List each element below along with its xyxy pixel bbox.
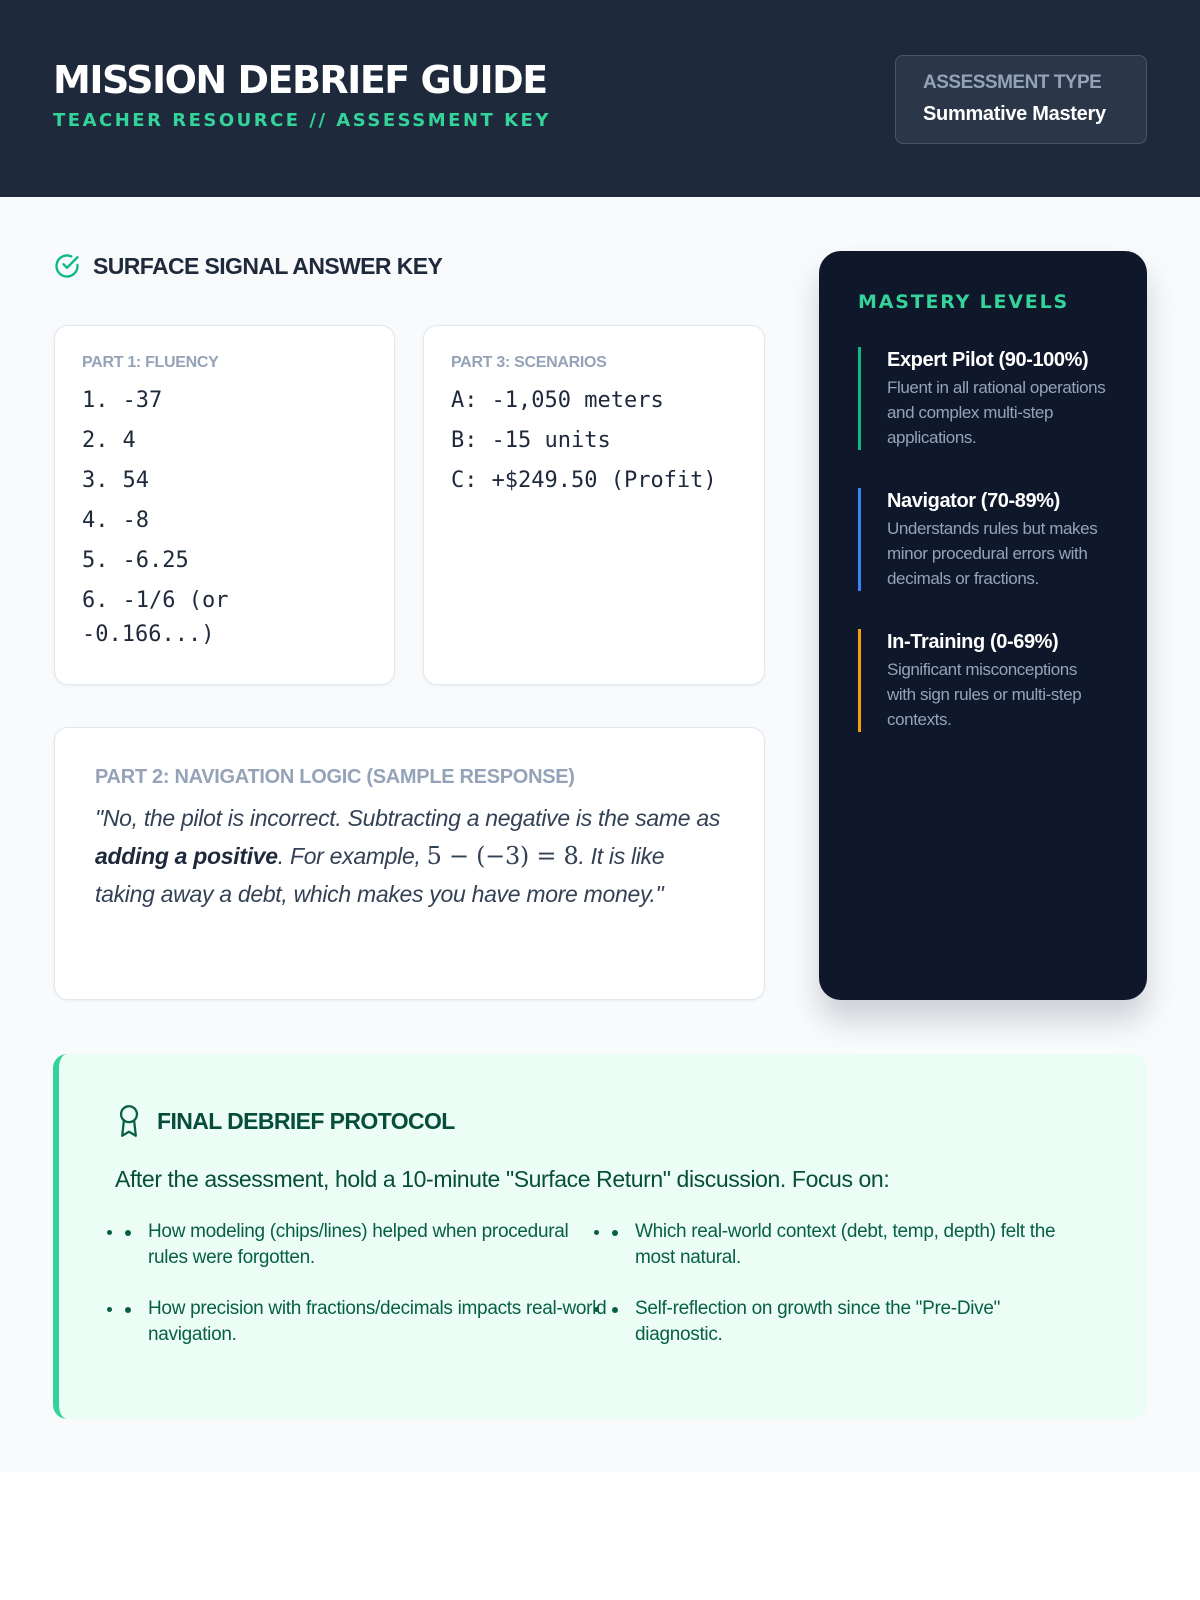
fluency-answer-list <box>82 384 367 652</box>
level-description: Significant misconceptions with sign rules or multi-step contexts. <box>887 660 1082 729</box>
fluency-card <box>54 325 395 685</box>
protocol-heading <box>115 1104 1093 1138</box>
answer-key-heading <box>53 252 442 280</box>
scenario-answer: A: -1,050 meters <box>451 388 664 413</box>
fluency-answer: 4. -8 <box>82 508 149 533</box>
level-name: Expert Pilot (90-100%) <box>887 349 1089 371</box>
navigation-logic-label: PART 2: NAVIGATION LOGIC (SAMPLE RESPONSE) <box>95 766 575 788</box>
scenario-answer: C: +$249.50 (Profit) <box>451 468 717 493</box>
focus-point: • How precision with fractions/decimals impacts real-world navigation. <box>124 1296 611 1348</box>
mastery-title: MASTERY LEVELS <box>858 291 1069 313</box>
fluency-answer: 3. 54 <box>82 468 149 493</box>
scenarios-label: PART 3: SCENARIOS <box>451 354 607 371</box>
focus-point: • How modeling (chips/lines) helped when procedural rules were forgotten. <box>124 1219 611 1271</box>
sample-response-quote: "No, the pilot is incorrect. Subtracting a negative is the same as adding a positive. For example, 5 − (−3) = 8. It is like taking away a debt, which makes you have more money." <box>95 805 721 907</box>
page-subtitle: TEACHER RESOURCE // ASSESSMENT KEY <box>53 109 551 131</box>
mastery-level-list <box>858 347 1109 732</box>
assessment-type-label: ASSESSMENT TYPE <box>923 72 1102 93</box>
emphasis-text: adding a positive <box>95 843 278 869</box>
answer-key-title: SURFACE SIGNAL ANSWER KEY <box>93 252 443 279</box>
mastery-levels-panel <box>819 251 1147 1000</box>
mastery-level-in-training <box>858 629 1109 732</box>
navigation-logic-card <box>54 727 765 1000</box>
mastery-level-expert <box>858 347 1109 450</box>
header-titles <box>53 60 551 131</box>
assessment-type-box <box>895 55 1147 144</box>
level-name: Navigator (70-89%) <box>887 490 1060 512</box>
page-header <box>0 0 1200 197</box>
award-ribbon-icon <box>115 1104 143 1138</box>
level-description: Understands rules but makes minor procedural errors with decimals or fractions. <box>887 519 1098 588</box>
mastery-level-navigator <box>858 488 1109 591</box>
fluency-answer: 2. 4 <box>82 428 136 453</box>
scenarios-answer-list <box>451 384 737 498</box>
page-title: MISSION DEBRIEF GUIDE <box>53 58 547 103</box>
final-debrief-protocol <box>53 1054 1147 1419</box>
fluency-label: PART 1: FLUENCY <box>82 354 219 371</box>
fluency-answer: 5. -6.25 <box>82 548 189 573</box>
protocol-title: FINAL DEBRIEF PROTOCOL <box>157 1107 455 1134</box>
focus-points-list <box>124 1219 1093 1348</box>
scenarios-card <box>423 325 765 685</box>
focus-point: • Self-reflection on growth since the "Pre-Dive" diagnostic. <box>611 1296 1081 1348</box>
check-circle-icon <box>53 252 81 280</box>
math-expression: 5 − (−3) = 8 <box>426 842 579 870</box>
protocol-intro: After the assessment, hold a 10-minute "Surface Return" discussion. Focus on: <box>115 1166 890 1192</box>
focus-point: • Which real-world context (debt, temp, depth) felt the most natural. <box>611 1219 1081 1271</box>
fluency-answer: 1. -37 <box>82 388 163 413</box>
assessment-type-value: Summative Mastery <box>923 103 1106 125</box>
level-description: Fluent in all rational operations and complex multi-step applications. <box>887 378 1106 447</box>
fluency-answer: 6. -1/6 (or -0.166...) <box>82 588 229 647</box>
level-name: In-Training (0-69%) <box>887 631 1059 653</box>
scenario-answer: B: -15 units <box>451 428 611 453</box>
